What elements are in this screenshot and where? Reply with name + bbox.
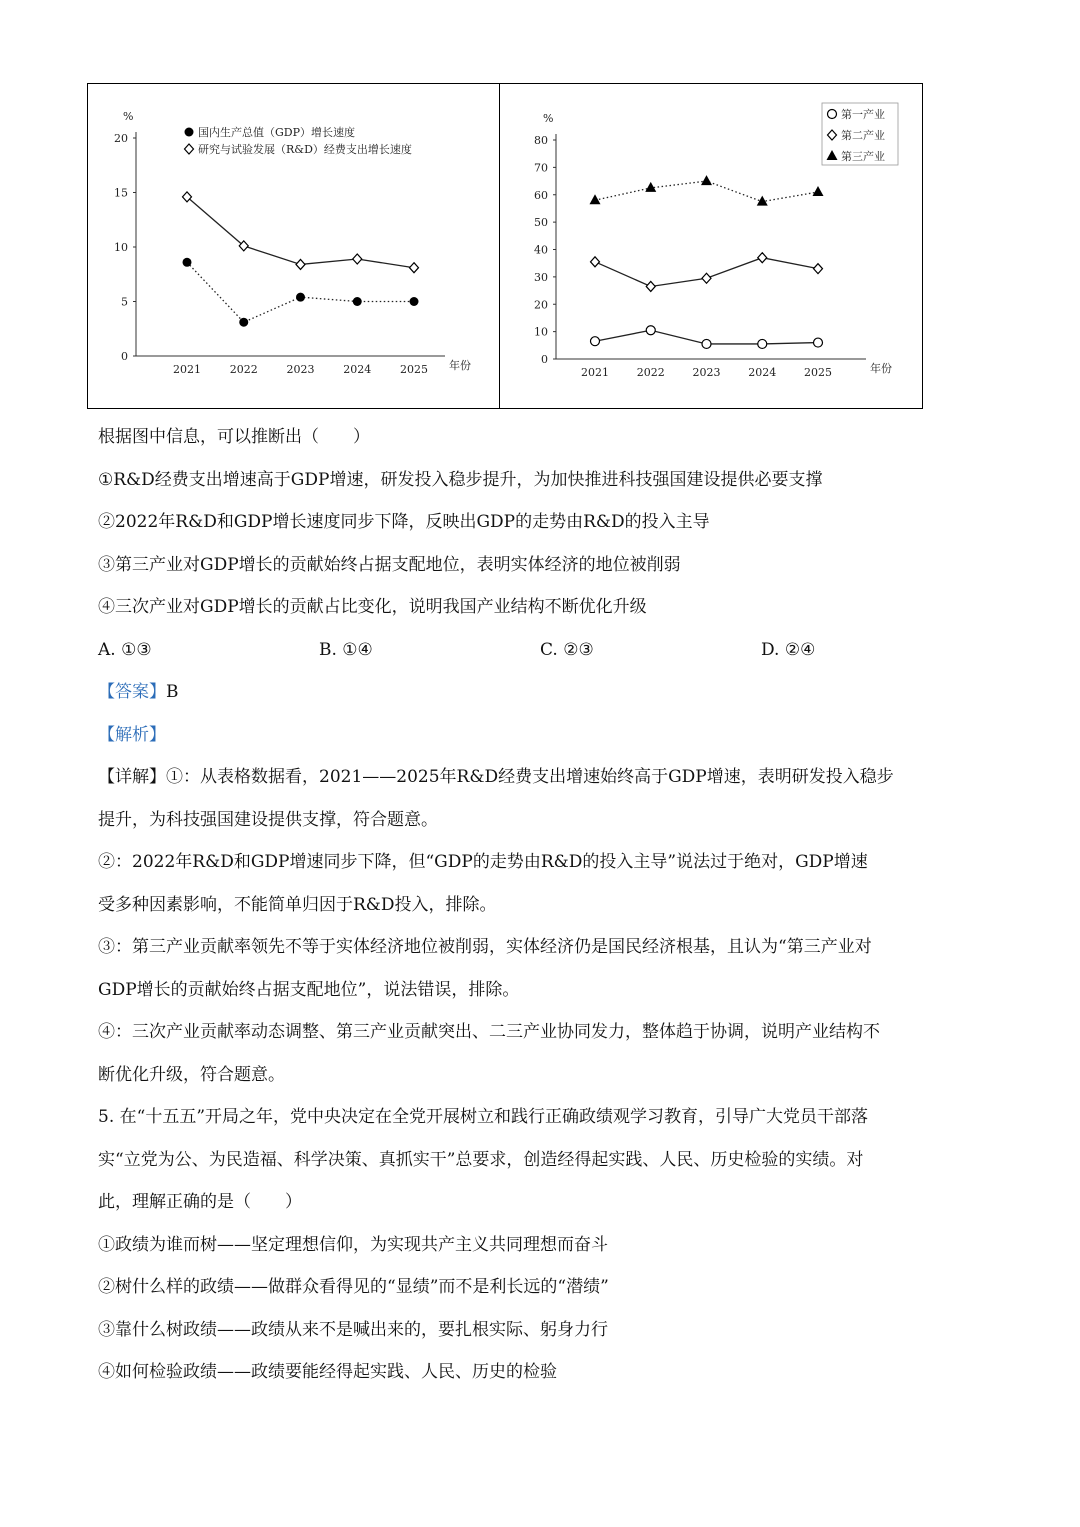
q5-line-1: 5. 在“十五五”开局之年，党中央决定在全党开展树立和践行正确政绩观学习教育，引导广大党员干部落 (98, 1107, 869, 1127)
analysis-tag: 【解析】 (98, 724, 166, 745)
q5-line-2: 实“立党为公、为民造福、科学决策、真抓实干”总要求，创造经得起实践、人民、历史检验的实绩。对 (98, 1149, 864, 1170)
y-tick-label: 70 (534, 161, 548, 175)
detail-line-1: 【详解】①：从表格数据看，2021——2025年R&D经费支出增速始终高于GDP增速，表明研发投入稳步 (98, 767, 894, 787)
y-tick-label: 30 (534, 270, 548, 284)
y-tick-label: 40 (534, 243, 548, 257)
q5-statement-3: ③靠什么树政绩——政绩从来不是喊出来的，要扎根实际、躬身力行 (98, 1319, 608, 1340)
series-1-point (591, 337, 600, 346)
y-tick-label: 15 (114, 186, 128, 200)
detail-line-2: 提升，为科技强国建设提供支撑，符合题意。 (98, 809, 438, 830)
series-1-point (353, 297, 362, 306)
q5-line-3: 此，理解正确的是（ ） (98, 1192, 302, 1212)
series-3-point (813, 186, 824, 196)
series-1-point (702, 339, 711, 348)
legend-label: 研究与试验发展（R&D）经费支出增长速度 (198, 143, 412, 156)
x-tick-label: 2025 (400, 363, 428, 376)
chart-figure (87, 83, 923, 409)
y-tick-label: 0 (121, 350, 128, 363)
y-tick-label: 20 (114, 132, 128, 145)
x-axis-label: 年份 (870, 362, 892, 375)
series-2-point (410, 263, 419, 273)
series-2-point (702, 273, 711, 283)
option-a[interactable]: A. ①③ (98, 639, 152, 660)
x-tick-label: 2023 (692, 366, 721, 379)
q5-statement-2: ②树什么样的政绩——做群众看得见的“显绩”而不是利长远的“潜绩” (98, 1277, 609, 1297)
option-d[interactable]: D. ②④ (761, 639, 816, 660)
y-tick-label: 5 (121, 295, 128, 309)
series-1-line (187, 262, 414, 322)
series-2-point (296, 259, 305, 269)
y-tick-label: 20 (534, 298, 548, 312)
series-1-point (410, 297, 419, 306)
x-tick-label: 2023 (286, 363, 315, 376)
statement-4: ④三次产业对GDP增长的贡献占比变化，说明我国产业结构不断优化升级 (98, 597, 647, 617)
series-1-point (296, 293, 305, 302)
series-1-point (758, 339, 767, 348)
detail-line-7: ④：三次产业贡献率动态调整、第三产业贡献突出、二三产业协同发力，整体趋于协调，说明产业结构不 (98, 1022, 880, 1042)
statement-1: ①R&D经费支出增速高于GDP增速，研发投入稳步提升，为加快推进科技强国建设提供必要支撑 (98, 469, 823, 490)
series-2-line (187, 197, 414, 268)
x-axis-label: 年份 (449, 359, 471, 372)
detail-line-6: GDP增长的贡献始终占据支配地位”，说法错误，排除。 (98, 979, 520, 1000)
legend-label: 第一产业 (841, 108, 885, 121)
legend-label: 第二产业 (841, 129, 885, 142)
legend-label: 第三产业 (841, 150, 885, 163)
legend-marker (828, 110, 837, 119)
legend-marker (185, 144, 194, 154)
detail-line-3: ②：2022年R&D和GDP增速同步下降，但“GDP的走势由R&D的投入主导”说法过于绝对，GDP增速 (98, 852, 868, 872)
x-tick-label: 2024 (748, 366, 777, 379)
detail-line-4: 受多种因素影响，不能简单归因于R&D投入，排除。 (98, 894, 497, 915)
series-3-point (701, 175, 712, 185)
gdp-rd-growth-chart-svg (88, 84, 499, 408)
gdp-rd-growth-chart (88, 84, 499, 408)
q5-statement-1: ①政绩为谁而树——坚定理想信仰，为实现共产主义共同理想而奋斗 (98, 1234, 608, 1255)
y-tick-label: 10 (114, 241, 128, 254)
x-tick-label: 2022 (636, 366, 665, 379)
series-1-point (814, 338, 823, 347)
y-tick-label: 50 (534, 216, 548, 230)
series-3-point (590, 194, 601, 204)
series-2-point (646, 281, 655, 291)
statement-3: ③第三产业对GDP增长的贡献始终占据支配地位，表明实体经济的地位被削弱 (98, 554, 681, 575)
y-axis-unit-label: % (543, 112, 554, 125)
x-tick-label: 2024 (343, 363, 372, 376)
detail-line-8: 断优化升级，符合题意。 (98, 1064, 285, 1085)
x-tick-label: 2021 (581, 366, 609, 379)
series-2-point (353, 254, 362, 264)
answer-line (98, 671, 988, 714)
y-tick-label: 10 (534, 325, 548, 339)
x-tick-label: 2021 (173, 363, 201, 376)
answer-value: B (166, 682, 179, 702)
detail-line-5: ③：第三产业贡献率领先不等于实体经济地位被削弱，实体经济仍是国民经济根基，且认为“第三产业对 (98, 937, 872, 957)
series-2-point (758, 253, 767, 263)
question-content (98, 416, 988, 1394)
legend-label: 国内生产总值（GDP）增长速度 (198, 126, 356, 139)
y-tick-label: 0 (541, 353, 548, 366)
series-2-point (814, 264, 823, 274)
series-1-point (239, 318, 248, 327)
answer-options (98, 629, 988, 672)
question-stem: 根据图中信息，可以推断出（ ） (98, 427, 370, 447)
legend-marker (185, 128, 194, 137)
option-b[interactable]: B. ①④ (319, 639, 373, 660)
series-2-point (591, 257, 600, 267)
q5-statement-4: ④如何检验政绩——政绩要能经得起实践、人民、历史的检验 (98, 1362, 557, 1382)
option-c[interactable]: C. ②③ (540, 639, 594, 660)
y-tick-label: 60 (534, 188, 548, 202)
industry-contribution-chart-svg (500, 84, 922, 408)
y-axis-unit-label: % (123, 110, 134, 123)
statement-2: ②2022年R&D和GDP增长速度同步下降，反映出GDP的走势由R&D的投入主导 (98, 512, 710, 532)
x-tick-label: 2022 (229, 363, 258, 376)
x-tick-label: 2025 (804, 366, 832, 379)
answer-tag: 【答案】 (98, 682, 166, 702)
series-1-point (646, 326, 655, 335)
series-1-point (183, 258, 192, 267)
y-tick-label: 80 (534, 134, 548, 147)
industry-contribution-chart (500, 84, 922, 408)
